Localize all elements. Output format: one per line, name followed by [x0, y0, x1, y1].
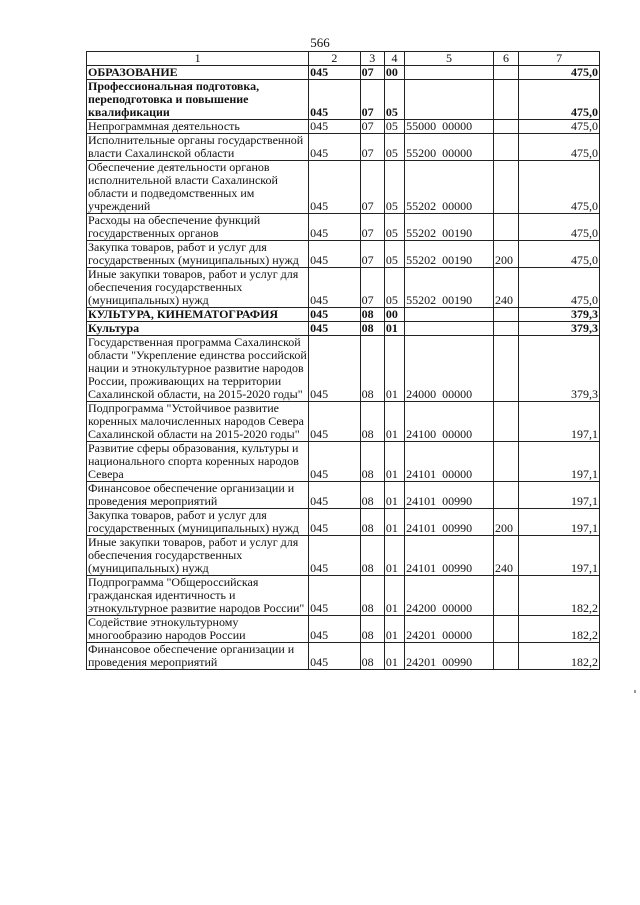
section-code: 08	[360, 402, 384, 442]
table-row	[87, 66, 600, 80]
ministry-code: 045	[309, 616, 361, 643]
ministry-code: 045	[309, 402, 361, 442]
table-row	[87, 576, 600, 616]
amount: 475,0	[519, 214, 600, 241]
target-article: 55202 00190	[405, 268, 494, 308]
subsection-code: 05	[384, 134, 404, 161]
section-code: 07	[360, 134, 384, 161]
amount: 182,2	[519, 576, 600, 616]
row-name: Иные закупки товаров, работ и услуг для обеспечения государственных (муниципальных) нужд	[87, 536, 309, 576]
subsection-code: 05	[384, 120, 404, 134]
section-code: 08	[360, 576, 384, 616]
amount: 475,0	[519, 241, 600, 268]
section-code: 08	[360, 442, 384, 482]
subsection-code: 05	[384, 161, 404, 214]
subsection-code: 01	[384, 336, 404, 402]
table-row	[87, 322, 600, 336]
subsection-code: 00	[384, 308, 404, 322]
subsection-code: 00	[384, 66, 404, 80]
table-row	[87, 509, 600, 536]
amount: 475,0	[519, 161, 600, 214]
expense-type	[493, 322, 518, 336]
expense-type	[493, 336, 518, 402]
ministry-code: 045	[309, 161, 361, 214]
amount: 197,1	[519, 536, 600, 576]
section-code: 07	[360, 214, 384, 241]
row-name: Содействие этнокультурному многообразию народов России	[87, 616, 309, 643]
ministry-code: 045	[309, 322, 361, 336]
ministry-code: 045	[309, 241, 361, 268]
subsection-code: 01	[384, 616, 404, 643]
ministry-code: 045	[309, 576, 361, 616]
row-name: Подпрограмма "Общероссийская гражданская идентичность и этнокультурное развитие народов России"	[87, 576, 309, 616]
subsection-code: 05	[384, 214, 404, 241]
target-article: 55200 00000	[405, 134, 494, 161]
target-article	[405, 322, 494, 336]
table-row	[87, 161, 600, 214]
amount: 379,3	[519, 336, 600, 402]
target-article: 24101 00990	[405, 536, 494, 576]
table-row	[87, 536, 600, 576]
table-row	[87, 482, 600, 509]
expense-type	[493, 442, 518, 482]
subsection-code: 01	[384, 509, 404, 536]
ministry-code: 045	[309, 536, 361, 576]
target-article: 24201 00000	[405, 616, 494, 643]
row-name: Закупка товаров, работ и услуг для государственных (муниципальных) нужд	[87, 241, 309, 268]
target-article: 24200 00000	[405, 576, 494, 616]
table-row	[87, 308, 600, 322]
table-row	[87, 268, 600, 308]
section-code: 07	[360, 268, 384, 308]
ministry-code: 045	[309, 482, 361, 509]
subsection-code: 05	[384, 268, 404, 308]
target-article: 24101 00000	[405, 442, 494, 482]
section-code: 08	[360, 536, 384, 576]
section-code: 08	[360, 509, 384, 536]
row-name: Обеспечение деятельности органов исполнительной власти Сахалинской области и подведомственных им учреждений	[87, 161, 309, 214]
section-code: 08	[360, 336, 384, 402]
ministry-code: 045	[309, 268, 361, 308]
target-article	[405, 80, 494, 120]
column-header: 5	[405, 52, 494, 66]
table-row	[87, 120, 600, 134]
ministry-code: 045	[309, 308, 361, 322]
table-row	[87, 134, 600, 161]
section-code: 08	[360, 308, 384, 322]
section-code: 08	[360, 322, 384, 336]
budget-table	[86, 51, 600, 670]
amount: 182,2	[519, 643, 600, 670]
expense-type	[493, 66, 518, 80]
table-row	[87, 442, 600, 482]
row-name: Финансовое обеспечение организации и проведения мероприятий	[87, 482, 309, 509]
subsection-code: 01	[384, 536, 404, 576]
row-name: Финансовое обеспечение организации и проведения мероприятий	[87, 643, 309, 670]
section-code: 07	[360, 161, 384, 214]
row-name: Закупка товаров, работ и услуг для государственных (муниципальных) нужд	[87, 509, 309, 536]
expense-type	[493, 643, 518, 670]
amount: 182,2	[519, 616, 600, 643]
target-article: 55202 00190	[405, 241, 494, 268]
column-header: 4	[384, 52, 404, 66]
target-article	[405, 66, 494, 80]
table-header-row	[87, 52, 600, 66]
subsection-code: 01	[384, 576, 404, 616]
expense-type: 240	[493, 536, 518, 576]
subsection-code: 05	[384, 80, 404, 120]
row-name: Непрограммная деятельность	[87, 120, 309, 134]
amount: 197,1	[519, 509, 600, 536]
ministry-code: 045	[309, 643, 361, 670]
table-row	[87, 214, 600, 241]
subsection-code: 01	[384, 482, 404, 509]
expense-type: 200	[493, 509, 518, 536]
target-article: 24101 00990	[405, 509, 494, 536]
ministry-code: 045	[309, 120, 361, 134]
subsection-code: 01	[384, 322, 404, 336]
expense-type	[493, 120, 518, 134]
target-article	[405, 308, 494, 322]
ministry-code: 045	[309, 66, 361, 80]
section-code: 07	[360, 241, 384, 268]
subsection-code: 01	[384, 643, 404, 670]
row-name: Исполнительные органы государственной власти Сахалинской области	[87, 134, 309, 161]
subsection-code: 01	[384, 442, 404, 482]
section-code: 07	[360, 120, 384, 134]
amount: 379,3	[519, 308, 600, 322]
expense-type	[493, 402, 518, 442]
subsection-code: 01	[384, 402, 404, 442]
row-name: Развитие сферы образования, культуры и национального спорта коренных народов Севера	[87, 442, 309, 482]
ministry-code: 045	[309, 214, 361, 241]
column-header: 2	[309, 52, 361, 66]
expense-type	[493, 214, 518, 241]
expense-type	[493, 308, 518, 322]
row-name: Расходы на обеспечение функций государственных органов	[87, 214, 309, 241]
row-name: Культура	[87, 322, 309, 336]
amount: 197,1	[519, 442, 600, 482]
expense-type: 240	[493, 268, 518, 308]
expense-type: 200	[493, 241, 518, 268]
target-article: 55000 00000	[405, 120, 494, 134]
target-article: 55202 00190	[405, 214, 494, 241]
section-code: 07	[360, 66, 384, 80]
section-code: 08	[360, 482, 384, 509]
page-number: 566	[310, 35, 330, 50]
expense-type	[493, 80, 518, 120]
column-header: 3	[360, 52, 384, 66]
row-name: Государственная программа Сахалинской области "Укрепление единства российской нации и этнокультурное развитие народов России, проживающих на территории Сахалинской области, на 2015-2020 годы"	[88, 335, 307, 401]
table-row	[87, 336, 600, 402]
amount: 197,1	[519, 402, 600, 442]
table-row	[87, 80, 600, 120]
scan-mark	[634, 690, 636, 693]
target-article: 24000 00000	[405, 336, 494, 402]
row-name: Подпрограмма "Устойчивое развитие коренных малочисленных народов Севера Сахалинской области на 2015-2020 годы"	[87, 402, 309, 442]
target-article: 24201 00990	[405, 643, 494, 670]
target-article: 55202 00000	[405, 161, 494, 214]
section-code: 08	[360, 616, 384, 643]
ministry-code: 045	[309, 336, 361, 402]
table-row	[87, 402, 600, 442]
row-name: ОБРАЗОВАНИЕ	[87, 66, 309, 80]
target-article: 24100 00000	[405, 402, 494, 442]
expense-type	[493, 576, 518, 616]
amount: 475,0	[519, 134, 600, 161]
subsection-code: 05	[384, 241, 404, 268]
row-name: КУЛЬТУРА, КИНЕМАТОГРАФИЯ	[87, 308, 309, 322]
amount: 379,3	[519, 322, 600, 336]
table-row	[87, 241, 600, 268]
ministry-code: 045	[309, 134, 361, 161]
section-code: 07	[360, 80, 384, 120]
target-article: 24101 00990	[405, 482, 494, 509]
amount: 475,0	[519, 120, 600, 134]
amount: 197,1	[519, 482, 600, 509]
ministry-code: 045	[309, 80, 361, 120]
expense-type	[493, 616, 518, 643]
table-row	[87, 616, 600, 643]
table-row	[87, 643, 600, 670]
section-code: 08	[360, 643, 384, 670]
ministry-code: 045	[309, 442, 361, 482]
row-name: Профессиональная подготовка, переподготовка и повышение квалификации	[87, 80, 309, 120]
ministry-code: 045	[309, 509, 361, 536]
row-name: Иные закупки товаров, работ и услуг для обеспечения государственных (муниципальных) нужд	[87, 268, 309, 308]
column-header: 1	[87, 52, 309, 66]
amount: 475,0	[519, 80, 600, 120]
expense-type	[493, 134, 518, 161]
expense-type	[493, 161, 518, 214]
amount: 475,0	[519, 268, 600, 308]
column-header: 6	[493, 52, 518, 66]
amount: 475,0	[519, 66, 600, 80]
column-header: 7	[519, 52, 600, 66]
expense-type	[493, 482, 518, 509]
